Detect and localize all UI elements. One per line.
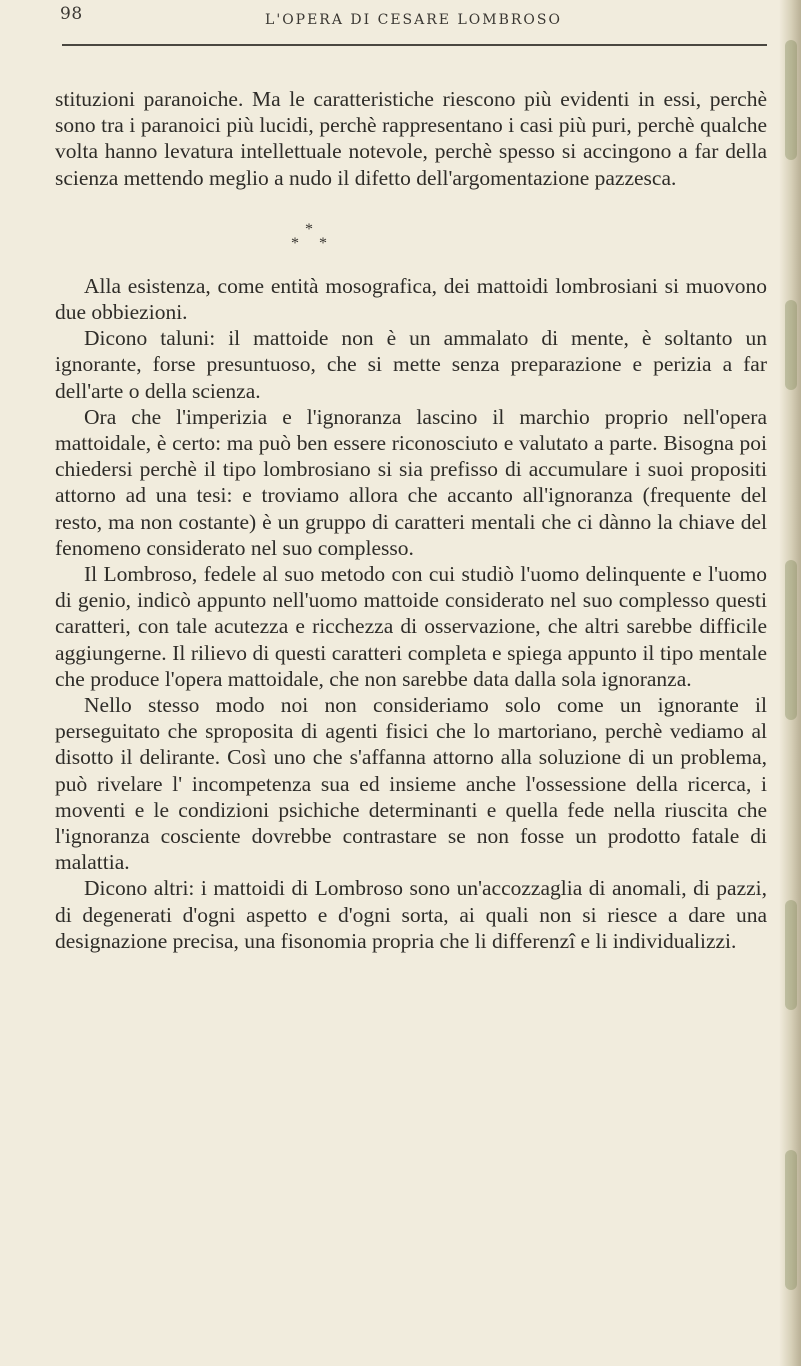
page-header [60,4,767,34]
edge-stain [785,300,797,390]
paragraph: stituzioni paranoiche. Ma le caratteristiche riescono più evidenti in essi, perchè sono tra i paranoici più lucidi, perchè rappresentano i casi più puri, perchè qualche volta hanno levatura intellettuale notevole, perchè spesso si accingono a far della scienza mettendo meglio a nudo il difetto dell'argomentazione pazzesca. [55,87,767,190]
paragraph: Nello stesso modo noi non consideriamo solo come un ignorante il perseguitato che sproposita di agenti fisici che lo martoriano, perchè vediamo al disotto il delirante. Così uno che s'affanna attorno alla soluzione di un problema, può rivelare l' incompetenza sua ed insieme anche l'ossessione della ricerca, i moventi e le condizioni psichiche determinanti e quella fede nella riuscita che l'ignoranza cosciente dovrebbe contrastare se non fosse un prodotto fatale di malattia. [55,693,767,875]
running-head: L'OPERA DI CESARE LOMBROSO [265,12,562,28]
paragraph: Ora che l'imperizia e l'ignoranza lascino il marchio proprio nell'opera mattoidale, è certo: ma può ben essere riconosciuto e valutato a parte. Bisogna poi chiedersi perchè il tipo lombrosiano si sia prefisso di accumulare i suoi propositi attorno ad una tesi: e troviamo allora che accanto all'ignoranza (frequente del resto, ma non costante) è un gruppo di caratteri mentali che ci dànno la chiave del fenomeno considerato nel suo complesso. [55,404,767,560]
asterism-star-right: * [319,234,327,252]
body-text [55,86,767,954]
paragraph: Dicono taluni: il mattoide non è un ammalato di mente, è soltanto un ignorante, forse presuntuoso, che si mette senza preparazione e perizia a far dell'arte o della scienza. [55,326,767,403]
edge-stain [785,40,797,160]
asterism-star-left: * [291,234,299,252]
header-rule [62,44,767,46]
page-number: 98 [60,4,83,24]
asterism [55,191,767,273]
paragraph: Alla esistenza, come entità mosografica, dei mattoidi lombrosiani si muovono due obbiezioni. [55,273,767,325]
edge-stain [785,1150,797,1290]
paragraph: Il Lombroso, fedele al suo metodo con cui studiò l'uomo delinquente e l'uomo di genio, indicò appunto nell'uomo mattoide considerato nel suo complesso questi caratteri, con tale acutezza e ricchezza di osservazione, che altri sarebbe difficile aggiungerne. Il rilievo di questi caratteri completa e spiega appunto il tipo mentale che produce l'opera mattoidale, che non sarebbe data dalla sola ignoranza. [55,562,767,691]
edge-stain [785,900,797,1010]
asterism-star-top: * [305,220,313,238]
paragraph: Dicono altri: i mattoidi di Lombroso sono un'accozzaglia di anomali, di pazzi, di degenerati d'ogni aspetto e d'ogni sorta, ai quali non si riesce a dare una designazione precisa, una fisonomia propria che li differenzî e li individualizzi. [55,876,767,953]
edge-stain [785,560,797,720]
